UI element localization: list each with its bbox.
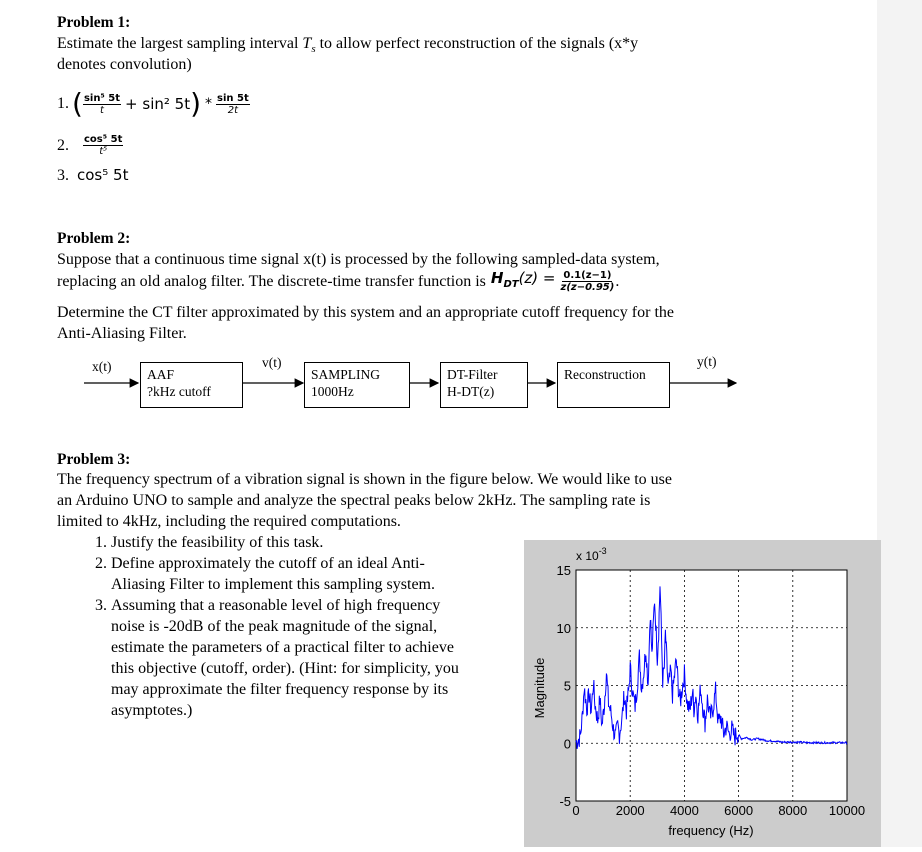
problem2-text-line1: Suppose that a continuous time signal x(t) is processed by the following sampled-data system, [57,251,660,268]
question-list [85,532,520,721]
x-tick-label: 2000 [615,803,645,818]
exponent-base: x 10 [576,549,599,563]
question-line: Aliasing Filter to implement this sampling system. [111,576,435,593]
problem2-text-line4: Anti-Aliasing Filter. [57,325,187,342]
problem1-item-2 [57,134,123,157]
spectrum-chart [524,540,881,847]
exponent-power: -3 [598,546,607,556]
y-tick-label: 0 [563,736,571,752]
x-tick-label: 10000 [828,803,866,818]
block-reconstruction [557,362,670,408]
h-label: H [490,269,504,287]
block-line1: Reconstruction [564,367,646,382]
diagram-arrows [0,350,877,420]
problem1-line1-rest: to allow perfect reconstruction of the signals (x*y [319,35,639,52]
y-tick-label: 15 [556,563,571,578]
y-tick-label: 10 [556,620,571,636]
input-signal-label: x(t) [92,359,112,374]
x-tick-label: 6000 [724,803,754,818]
fraction-denominator: t⁵ [99,146,108,157]
fraction-denominator: t [100,104,104,116]
x-tick-label: 4000 [669,803,699,818]
y-axis-label: Magnitude [532,657,547,719]
item-number: 2. [57,136,69,154]
problem3-text-line1: The frequency spectrum of a vibration signal is shown in the figure below. We would like to use [57,471,673,488]
block-dt-filter [440,362,528,408]
ts-symbol [302,35,316,56]
y-tick-label: 5 [563,678,571,694]
block-line2: ?kHz cutoff [147,384,211,399]
item-number: 3. [57,167,69,184]
ts-var: T [302,35,312,52]
fraction-numerator: sin 5t [217,92,249,104]
problem3-questions [85,532,520,721]
problem2-line2-text: replacing an old analog filter. The discrete-time transfer function is [57,273,486,290]
transfer-function-fraction [560,270,616,293]
problem1-item-1 [57,87,250,120]
cos-term: cos⁵ 5t [77,166,129,184]
block-line2: H-DT(z) [447,384,495,399]
problem2-text-line2 [57,268,619,295]
fraction-numerator: 0.1(z−1) [563,270,612,281]
fraction-numerator: cos⁵ 5t [84,134,123,145]
problem1-item-3 [57,166,128,185]
question-line: may approximate the filter frequency response by its [111,681,449,698]
block-sampling [304,362,410,408]
block-line2: 1000Hz [311,384,354,399]
transfer-function-symbol [491,268,556,295]
block-line1: AAF [147,367,175,382]
problem1-title: Problem 1: [57,14,131,31]
fraction [83,93,121,116]
x-axis-label: frequency (Hz) [668,823,754,838]
problem2-title: Problem 2: [57,230,131,247]
right-margin-panel [877,0,922,847]
fraction-numerator: sin⁵ 5t [83,92,121,104]
output-signal-label: y(t) [697,354,717,369]
h-arg: (z) = [518,269,556,287]
block-diagram [0,350,877,420]
problem3-text-line2: an Arduino UNO to sample and analyze the spectral peaks below 2kHz. The sampling rate is [57,492,651,509]
problem3-text-line3: limited to 4kHz, including the required computations. [57,513,401,530]
item-number: 1. [57,95,69,112]
x-tick-label: 0 [572,803,580,818]
block-line1: SAMPLING [311,367,381,382]
fraction-denominator: 2t [227,104,239,116]
y-tick-label: -5 [559,794,571,809]
mid-signal-label: v(t) [262,355,282,370]
spectrum-chart-svg [524,540,881,847]
fraction-denominator: z(z−0.95) [560,282,615,293]
ts-sub: s [311,43,316,56]
exponent-label [576,546,607,563]
problem1-line1-text: Estimate the largest sampling interval [57,35,299,52]
question-line: Assuming that a reasonable level of high frequency [111,597,441,614]
fraction [83,134,123,157]
question-line: Define approximately the cutoff of an ideal Anti- [111,555,425,572]
x-tick-label: 8000 [778,803,808,818]
question-3 [111,595,520,721]
question-line: this objective (cutoff, order). (Hint: for simplicity, you [111,660,459,677]
convolution-symbol: * [205,96,213,112]
block-aaf [140,362,243,408]
question-line: Justify the feasibility of this task. [111,534,324,551]
problem1-text-line2: denotes convolution) [57,56,192,73]
close-paren: ) [190,87,202,120]
h-sub: DT [503,279,519,290]
problem3-title: Problem 3: [57,451,131,468]
question-2 [111,553,520,595]
question-1 [111,532,520,553]
question-line: asymptotes.) [111,702,193,719]
sin-squared-term: + sin² 5t [125,95,191,113]
block-line1: DT-Filter [447,367,498,382]
question-line: noise is -20dB of the peak magnitude of the signal, [111,618,438,635]
question-line: estimate the parameters of a practical filter to achieve [111,639,454,656]
problem2-text-line3: Determine the CT filter approximated by this system and an appropriate cutoff frequency for the [57,304,674,321]
open-paren: ( [72,87,83,120]
period: . [615,273,620,290]
fraction [216,93,250,116]
